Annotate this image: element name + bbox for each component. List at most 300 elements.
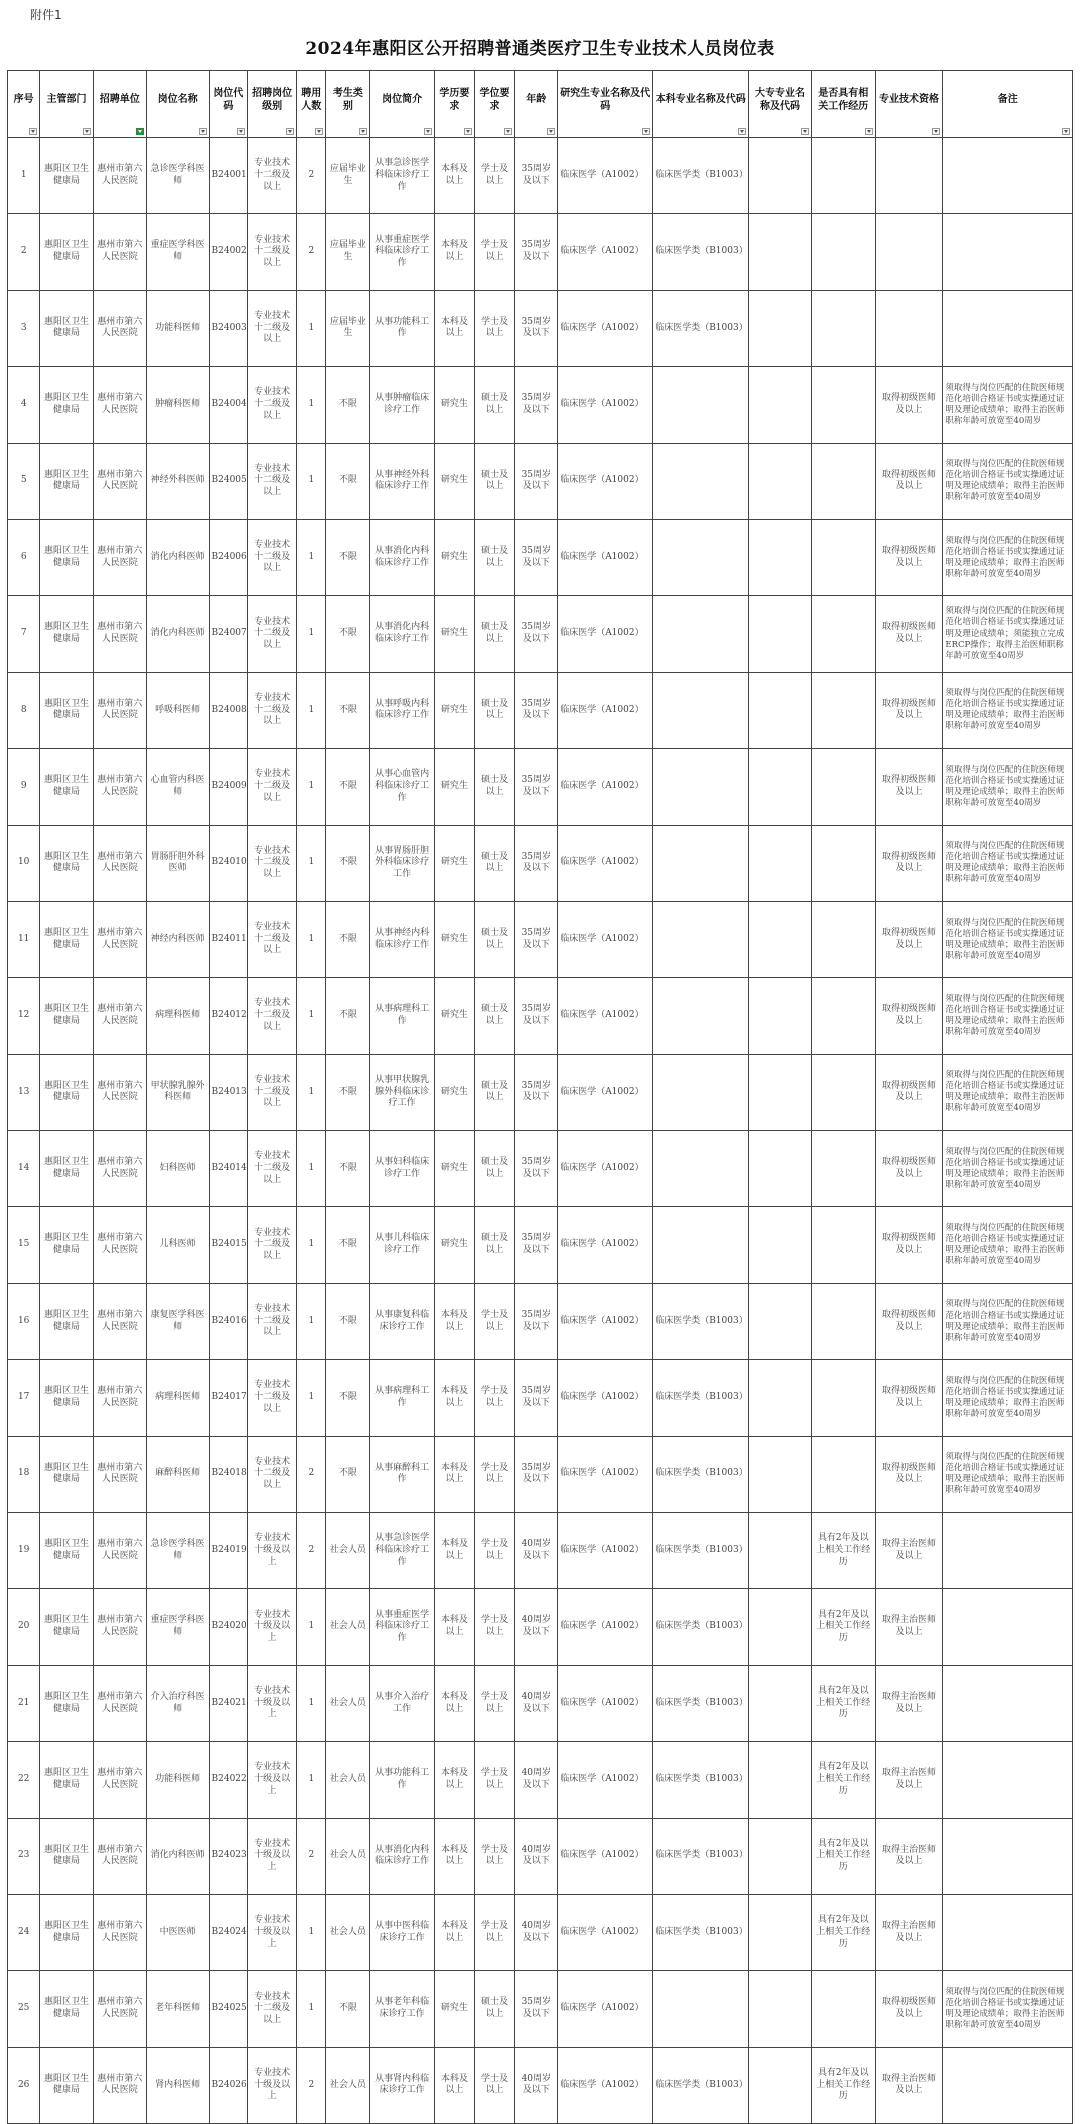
row-number: 24 bbox=[8, 1894, 40, 1970]
cell-count: 2 bbox=[297, 1818, 326, 1894]
cell-level: 专业技术十级及以上 bbox=[248, 1742, 297, 1818]
cell-count: 1 bbox=[297, 1207, 326, 1283]
cell-note bbox=[943, 290, 1073, 366]
cell-category: 不限 bbox=[326, 1054, 370, 1130]
cell-dept: 惠阳区卫生健康局 bbox=[40, 1283, 93, 1359]
cell-post: 神经内科医师 bbox=[146, 901, 209, 977]
cell-bachelor-major: 临床医学类（B1003） bbox=[653, 1436, 749, 1512]
cell-dept: 惠阳区卫生健康局 bbox=[40, 1131, 93, 1207]
cell-qualification: 取得初级医师及以上 bbox=[875, 1131, 943, 1207]
cell-education: 本科及以上 bbox=[435, 1436, 475, 1512]
cell-note bbox=[943, 214, 1073, 290]
cell-note: 须取得与岗位匹配的住院医师规范化培训合格证书或实操通过证明及理论成绩单；取得主治医师职称年龄可放宽至40周岁 bbox=[943, 978, 1073, 1054]
cell-bachelor-major: 临床医学类（B1003） bbox=[653, 1665, 749, 1741]
cell-experience: 具有2年及以上相关工作经历 bbox=[811, 1665, 875, 1741]
row-number: 22 bbox=[8, 1742, 40, 1818]
cell-bachelor-major bbox=[653, 901, 749, 977]
cell-note: 须取得与岗位匹配的住院医师规范化培训合格证书或实操通过证明及理论成绩单；取得主治医师职称年龄可放宽至40周岁 bbox=[943, 672, 1073, 748]
cell-note bbox=[943, 1894, 1073, 1970]
cell-dept: 惠阳区卫生健康局 bbox=[40, 749, 93, 825]
cell-level: 专业技术十二级及以上 bbox=[248, 138, 297, 214]
cell-count: 1 bbox=[297, 1360, 326, 1436]
cell-code: B24016 bbox=[209, 1283, 248, 1359]
cell-level: 专业技术十二级及以上 bbox=[248, 596, 297, 672]
cell-count: 2 bbox=[297, 2047, 326, 2123]
cell-grad-major: 临床医学（A1002） bbox=[558, 214, 653, 290]
cell-college-major bbox=[749, 290, 812, 366]
cell-degree: 硕士及以上 bbox=[474, 978, 515, 1054]
cell-experience bbox=[811, 1283, 875, 1359]
cell-qualification: 取得初级医师及以上 bbox=[875, 749, 943, 825]
cell-age: 35周岁及以下 bbox=[515, 1971, 558, 2047]
cell-degree: 学士及以上 bbox=[474, 1513, 515, 1589]
column-header bbox=[435, 71, 475, 138]
cell-post: 重症医学科医师 bbox=[146, 1589, 209, 1665]
cell-bachelor-major bbox=[653, 1971, 749, 2047]
filter-dropdown-icon[interactable] bbox=[237, 128, 245, 135]
cell-education: 本科及以上 bbox=[435, 1742, 475, 1818]
cell-bachelor-major bbox=[653, 367, 749, 443]
cell-qualification: 取得初级医师及以上 bbox=[875, 519, 943, 595]
column-header-label: 岗位名称 bbox=[157, 94, 198, 105]
row-number: 4 bbox=[8, 367, 40, 443]
table-row bbox=[8, 1207, 1073, 1283]
cell-experience bbox=[811, 1054, 875, 1130]
table-row bbox=[8, 749, 1073, 825]
filter-active-icon[interactable] bbox=[136, 128, 144, 135]
cell-qualification: 取得初级医师及以上 bbox=[875, 1283, 943, 1359]
cell-code: B24003 bbox=[209, 290, 248, 366]
cell-count: 2 bbox=[297, 138, 326, 214]
cell-count: 1 bbox=[297, 596, 326, 672]
cell-education: 本科及以上 bbox=[435, 1360, 475, 1436]
cell-experience bbox=[811, 519, 875, 595]
column-header bbox=[93, 71, 146, 138]
cell-level: 专业技术十二级及以上 bbox=[248, 1360, 297, 1436]
column-header bbox=[326, 71, 370, 138]
cell-count: 1 bbox=[297, 1665, 326, 1741]
cell-dept: 惠阳区卫生健康局 bbox=[40, 519, 93, 595]
cell-unit: 惠州市第六人民医院 bbox=[93, 901, 146, 977]
cell-dept: 惠阳区卫生健康局 bbox=[40, 138, 93, 214]
cell-age: 35周岁及以下 bbox=[515, 1360, 558, 1436]
filter-dropdown-icon[interactable] bbox=[1062, 128, 1070, 135]
cell-post: 胃肠肝胆外科医师 bbox=[146, 825, 209, 901]
cell-intro: 从事甲状腺乳腺外科临床诊疗工作 bbox=[370, 1054, 435, 1130]
row-number: 7 bbox=[8, 596, 40, 672]
cell-experience bbox=[811, 1207, 875, 1283]
filter-dropdown-icon[interactable] bbox=[315, 128, 323, 135]
cell-college-major bbox=[749, 749, 812, 825]
cell-code: B24004 bbox=[209, 367, 248, 443]
cell-education: 研究生 bbox=[435, 596, 475, 672]
cell-unit: 惠州市第六人民医院 bbox=[93, 367, 146, 443]
cell-education: 本科及以上 bbox=[435, 1894, 475, 1970]
cell-bachelor-major bbox=[653, 1131, 749, 1207]
cell-intro: 从事中医科临床诊疗工作 bbox=[370, 1894, 435, 1970]
cell-level: 专业技术十级及以上 bbox=[248, 1665, 297, 1741]
cell-level: 专业技术十二级及以上 bbox=[248, 749, 297, 825]
cell-experience bbox=[811, 901, 875, 977]
table-row bbox=[8, 1818, 1073, 1894]
cell-age: 35周岁及以下 bbox=[515, 138, 558, 214]
cell-education: 本科及以上 bbox=[435, 138, 475, 214]
cell-grad-major: 临床医学（A1002） bbox=[558, 290, 653, 366]
cell-education: 本科及以上 bbox=[435, 2047, 475, 2123]
cell-unit: 惠州市第六人民医院 bbox=[93, 1894, 146, 1970]
cell-college-major bbox=[749, 1894, 812, 1970]
row-number: 9 bbox=[8, 749, 40, 825]
cell-education: 研究生 bbox=[435, 1207, 475, 1283]
cell-unit: 惠州市第六人民医院 bbox=[93, 138, 146, 214]
filter-dropdown-icon[interactable] bbox=[642, 128, 650, 135]
column-header-label: 岗位代码 bbox=[213, 87, 244, 112]
cell-education: 研究生 bbox=[435, 672, 475, 748]
filter-dropdown-icon[interactable] bbox=[738, 128, 746, 135]
filter-dropdown-icon[interactable] bbox=[359, 128, 367, 135]
filter-dropdown-icon[interactable] bbox=[83, 128, 91, 135]
cell-intro: 从事儿科临床诊疗工作 bbox=[370, 1207, 435, 1283]
cell-category: 应届毕业生 bbox=[326, 138, 370, 214]
cell-unit: 惠州市第六人民医院 bbox=[93, 1054, 146, 1130]
cell-note bbox=[943, 2047, 1073, 2123]
table-row bbox=[8, 596, 1073, 672]
filter-dropdown-icon[interactable] bbox=[865, 128, 873, 135]
cell-experience bbox=[811, 443, 875, 519]
cell-code: B24019 bbox=[209, 1513, 248, 1589]
cell-category: 不限 bbox=[326, 749, 370, 825]
cell-bachelor-major: 临床医学类（B1003） bbox=[653, 2047, 749, 2123]
cell-intro: 从事急诊医学科临床诊疗工作 bbox=[370, 138, 435, 214]
cell-college-major bbox=[749, 367, 812, 443]
cell-grad-major: 临床医学（A1002） bbox=[558, 1360, 653, 1436]
cell-code: B24013 bbox=[209, 1054, 248, 1130]
table-row bbox=[8, 901, 1073, 977]
cell-bachelor-major: 临床医学类（B1003） bbox=[653, 1894, 749, 1970]
cell-note: 须取得与岗位匹配的住院医师规范化培训合格证书或实操通过证明及理论成绩单；取得主治医师职称年龄可放宽至40周岁 bbox=[943, 1207, 1073, 1283]
cell-post: 消化内科医师 bbox=[146, 1818, 209, 1894]
cell-age: 35周岁及以下 bbox=[515, 214, 558, 290]
cell-note: 须取得与岗位匹配的住院医师规范化培训合格证书或实操通过证明及理论成绩单；取得主治医师职称年龄可放宽至40周岁 bbox=[943, 519, 1073, 595]
column-header bbox=[248, 71, 297, 138]
cell-experience: 具有2年及以上相关工作经历 bbox=[811, 1894, 875, 1970]
table-row bbox=[8, 443, 1073, 519]
row-number: 12 bbox=[8, 978, 40, 1054]
row-number: 8 bbox=[8, 672, 40, 748]
cell-college-major bbox=[749, 901, 812, 977]
cell-level: 专业技术十级及以上 bbox=[248, 1513, 297, 1589]
filter-dropdown-icon[interactable] bbox=[286, 128, 294, 135]
table-row bbox=[8, 1360, 1073, 1436]
cell-dept: 惠阳区卫生健康局 bbox=[40, 1513, 93, 1589]
cell-grad-major: 临床医学（A1002） bbox=[558, 596, 653, 672]
cell-intro: 从事妇科临床诊疗工作 bbox=[370, 1131, 435, 1207]
cell-college-major bbox=[749, 214, 812, 290]
cell-dept: 惠阳区卫生健康局 bbox=[40, 1818, 93, 1894]
cell-unit: 惠州市第六人民医院 bbox=[93, 519, 146, 595]
cell-degree: 硕士及以上 bbox=[474, 825, 515, 901]
cell-category: 社会人员 bbox=[326, 2047, 370, 2123]
cell-age: 40周岁及以下 bbox=[515, 1742, 558, 1818]
table-row bbox=[8, 1742, 1073, 1818]
cell-level: 专业技术十二级及以上 bbox=[248, 367, 297, 443]
cell-college-major bbox=[749, 825, 812, 901]
cell-bachelor-major bbox=[653, 1054, 749, 1130]
cell-post: 甲状腺乳腺外科医师 bbox=[146, 1054, 209, 1130]
table-row bbox=[8, 1513, 1073, 1589]
cell-level: 专业技术十二级及以上 bbox=[248, 1131, 297, 1207]
cell-unit: 惠州市第六人民医院 bbox=[93, 1742, 146, 1818]
cell-age: 35周岁及以下 bbox=[515, 1436, 558, 1512]
cell-post: 肿瘤科医师 bbox=[146, 367, 209, 443]
cell-unit: 惠州市第六人民医院 bbox=[93, 596, 146, 672]
cell-count: 1 bbox=[297, 1742, 326, 1818]
cell-count: 1 bbox=[297, 749, 326, 825]
row-number: 6 bbox=[8, 519, 40, 595]
cell-category: 不限 bbox=[326, 901, 370, 977]
cell-bachelor-major: 临床医学类（B1003） bbox=[653, 1818, 749, 1894]
cell-unit: 惠州市第六人民医院 bbox=[93, 1971, 146, 2047]
cell-post: 消化内科医师 bbox=[146, 519, 209, 595]
cell-grad-major: 临床医学（A1002） bbox=[558, 1818, 653, 1894]
table-row bbox=[8, 138, 1073, 214]
cell-age: 35周岁及以下 bbox=[515, 825, 558, 901]
cell-unit: 惠州市第六人民医院 bbox=[93, 978, 146, 1054]
filter-dropdown-icon[interactable] bbox=[464, 128, 472, 135]
cell-code: B24005 bbox=[209, 443, 248, 519]
column-header-label: 年龄 bbox=[526, 94, 547, 105]
cell-qualification: 取得初级医师及以上 bbox=[875, 1360, 943, 1436]
cell-unit: 惠州市第六人民医院 bbox=[93, 1818, 146, 1894]
cell-dept: 惠阳区卫生健康局 bbox=[40, 1665, 93, 1741]
cell-count: 1 bbox=[297, 1131, 326, 1207]
cell-intro: 从事神经外科临床诊疗工作 bbox=[370, 443, 435, 519]
cell-count: 1 bbox=[297, 825, 326, 901]
cell-count: 2 bbox=[297, 1513, 326, 1589]
cell-degree: 硕士及以上 bbox=[474, 1971, 515, 2047]
cell-experience bbox=[811, 367, 875, 443]
cell-post: 康复医学科医师 bbox=[146, 1283, 209, 1359]
cell-degree: 学士及以上 bbox=[474, 290, 515, 366]
cell-dept: 惠阳区卫生健康局 bbox=[40, 1054, 93, 1130]
cell-post: 神经外科医师 bbox=[146, 443, 209, 519]
cell-qualification: 取得主治医师及以上 bbox=[875, 1818, 943, 1894]
cell-grad-major: 临床医学（A1002） bbox=[558, 1436, 653, 1512]
cell-category: 不限 bbox=[326, 1360, 370, 1436]
cell-post: 妇科医师 bbox=[146, 1131, 209, 1207]
cell-degree: 硕士及以上 bbox=[474, 596, 515, 672]
cell-code: B24026 bbox=[209, 2047, 248, 2123]
cell-intro: 从事肿瘤临床诊疗工作 bbox=[370, 367, 435, 443]
cell-experience bbox=[811, 825, 875, 901]
cell-dept: 惠阳区卫生健康局 bbox=[40, 978, 93, 1054]
cell-level: 专业技术十级及以上 bbox=[248, 1894, 297, 1970]
cell-post: 重症医学科医师 bbox=[146, 214, 209, 290]
cell-college-major bbox=[749, 1665, 812, 1741]
row-number: 23 bbox=[8, 1818, 40, 1894]
column-header-label: 研究生专业名称及代码 bbox=[560, 87, 651, 112]
cell-count: 1 bbox=[297, 1971, 326, 2047]
cell-post: 介入治疗科医师 bbox=[146, 1665, 209, 1741]
cell-post: 心血管内科医师 bbox=[146, 749, 209, 825]
cell-bachelor-major: 临床医学类（B1003） bbox=[653, 214, 749, 290]
filter-dropdown-icon[interactable] bbox=[932, 128, 940, 135]
cell-bachelor-major bbox=[653, 749, 749, 825]
cell-experience: 具有2年及以上相关工作经历 bbox=[811, 1589, 875, 1665]
cell-degree: 学士及以上 bbox=[474, 1589, 515, 1665]
column-header bbox=[474, 71, 515, 138]
cell-code: B24009 bbox=[209, 749, 248, 825]
cell-intro: 从事消化内科临床诊疗工作 bbox=[370, 519, 435, 595]
cell-count: 1 bbox=[297, 1054, 326, 1130]
filter-dropdown-icon[interactable] bbox=[801, 128, 809, 135]
cell-unit: 惠州市第六人民医院 bbox=[93, 1207, 146, 1283]
row-number: 1 bbox=[8, 138, 40, 214]
cell-education: 本科及以上 bbox=[435, 1513, 475, 1589]
column-header-label: 大专专业名称及代码 bbox=[755, 87, 806, 112]
cell-note bbox=[943, 1818, 1073, 1894]
table-row bbox=[8, 825, 1073, 901]
cell-college-major bbox=[749, 1283, 812, 1359]
cell-experience: 具有2年及以上相关工作经历 bbox=[811, 1818, 875, 1894]
cell-note: 须取得与岗位匹配的住院医师规范化培训合格证书或实操通过证明及理论成绩单；取得主治医师职称年龄可放宽至40周岁 bbox=[943, 749, 1073, 825]
cell-experience: 具有2年及以上相关工作经历 bbox=[811, 1742, 875, 1818]
cell-grad-major: 临床医学（A1002） bbox=[558, 1207, 653, 1283]
filter-dropdown-icon[interactable] bbox=[424, 128, 432, 135]
column-header-label: 招聘岗位级别 bbox=[252, 87, 293, 112]
row-number: 15 bbox=[8, 1207, 40, 1283]
cell-dept: 惠阳区卫生健康局 bbox=[40, 825, 93, 901]
cell-count: 2 bbox=[297, 1436, 326, 1512]
cell-education: 研究生 bbox=[435, 443, 475, 519]
filter-dropdown-icon[interactable] bbox=[199, 128, 207, 135]
cell-unit: 惠州市第六人民医院 bbox=[93, 443, 146, 519]
cell-code: B24023 bbox=[209, 1818, 248, 1894]
cell-grad-major: 临床医学（A1002） bbox=[558, 825, 653, 901]
cell-unit: 惠州市第六人民医院 bbox=[93, 1513, 146, 1589]
cell-experience: 具有2年及以上相关工作经历 bbox=[811, 2047, 875, 2123]
filter-dropdown-icon[interactable] bbox=[504, 128, 512, 135]
cell-education: 研究生 bbox=[435, 749, 475, 825]
cell-grad-major: 临床医学（A1002） bbox=[558, 1283, 653, 1359]
cell-education: 研究生 bbox=[435, 1131, 475, 1207]
cell-unit: 惠州市第六人民医院 bbox=[93, 749, 146, 825]
table-row bbox=[8, 214, 1073, 290]
cell-bachelor-major bbox=[653, 672, 749, 748]
cell-intro: 从事胃肠肝胆外科临床诊疗工作 bbox=[370, 825, 435, 901]
cell-post: 中医医师 bbox=[146, 1894, 209, 1970]
cell-note bbox=[943, 1589, 1073, 1665]
cell-degree: 学士及以上 bbox=[474, 214, 515, 290]
column-header-label: 聘用人数 bbox=[301, 87, 322, 112]
cell-count: 1 bbox=[297, 672, 326, 748]
cell-count: 1 bbox=[297, 519, 326, 595]
cell-count: 1 bbox=[297, 978, 326, 1054]
filter-dropdown-icon[interactable] bbox=[29, 128, 37, 135]
cell-college-major bbox=[749, 1436, 812, 1512]
cell-count: 1 bbox=[297, 1283, 326, 1359]
cell-unit: 惠州市第六人民医院 bbox=[93, 1665, 146, 1741]
cell-education: 本科及以上 bbox=[435, 1589, 475, 1665]
cell-college-major bbox=[749, 1818, 812, 1894]
cell-age: 40周岁及以下 bbox=[515, 1894, 558, 1970]
cell-age: 35周岁及以下 bbox=[515, 978, 558, 1054]
cell-qualification: 取得初级医师及以上 bbox=[875, 672, 943, 748]
cell-code: B24022 bbox=[209, 1742, 248, 1818]
cell-age: 35周岁及以下 bbox=[515, 443, 558, 519]
cell-code: B24011 bbox=[209, 901, 248, 977]
column-header bbox=[209, 71, 248, 138]
cell-grad-major: 临床医学（A1002） bbox=[558, 978, 653, 1054]
cell-intro: 从事消化内科临床诊疗工作 bbox=[370, 1818, 435, 1894]
cell-dept: 惠阳区卫生健康局 bbox=[40, 1894, 93, 1970]
cell-count: 1 bbox=[297, 443, 326, 519]
table-row bbox=[8, 519, 1073, 595]
row-number: 3 bbox=[8, 290, 40, 366]
cell-qualification: 取得主治医师及以上 bbox=[875, 1513, 943, 1589]
cell-post: 儿科医师 bbox=[146, 1207, 209, 1283]
cell-note: 须取得与岗位匹配的住院医师规范化培训合格证书或实操通过证明及理论成绩单；取得主治医师职称年龄可放宽至40周岁 bbox=[943, 1436, 1073, 1512]
cell-education: 研究生 bbox=[435, 901, 475, 977]
cell-qualification: 取得主治医师及以上 bbox=[875, 1894, 943, 1970]
table-row bbox=[8, 1589, 1073, 1665]
cell-post: 麻醉科医师 bbox=[146, 1436, 209, 1512]
cell-category: 社会人员 bbox=[326, 1513, 370, 1589]
cell-category: 不限 bbox=[326, 519, 370, 595]
cell-post: 功能科医师 bbox=[146, 290, 209, 366]
cell-experience bbox=[811, 1436, 875, 1512]
cell-degree: 学士及以上 bbox=[474, 1894, 515, 1970]
row-number: 10 bbox=[8, 825, 40, 901]
cell-intro: 从事消化内科临床诊疗工作 bbox=[370, 596, 435, 672]
cell-level: 专业技术十二级及以上 bbox=[248, 1207, 297, 1283]
cell-category: 不限 bbox=[326, 1207, 370, 1283]
cell-count: 1 bbox=[297, 901, 326, 977]
cell-college-major bbox=[749, 1742, 812, 1818]
cell-grad-major: 临床医学（A1002） bbox=[558, 367, 653, 443]
cell-dept: 惠阳区卫生健康局 bbox=[40, 1589, 93, 1665]
cell-unit: 惠州市第六人民医院 bbox=[93, 2047, 146, 2123]
cell-code: B24025 bbox=[209, 1971, 248, 2047]
table-row bbox=[8, 1665, 1073, 1741]
cell-college-major bbox=[749, 443, 812, 519]
column-header-label: 考生类别 bbox=[332, 87, 363, 112]
table-row bbox=[8, 290, 1073, 366]
cell-intro: 从事老年科临床诊疗工作 bbox=[370, 1971, 435, 2047]
cell-college-major bbox=[749, 519, 812, 595]
column-header bbox=[40, 71, 93, 138]
cell-intro: 从事功能科工作 bbox=[370, 1742, 435, 1818]
cell-degree: 硕士及以上 bbox=[474, 1131, 515, 1207]
column-header bbox=[146, 71, 209, 138]
cell-age: 35周岁及以下 bbox=[515, 672, 558, 748]
cell-intro: 从事重症医学科临床诊疗工作 bbox=[370, 214, 435, 290]
column-header-label: 本科专业名称及代码 bbox=[655, 94, 746, 105]
cell-experience bbox=[811, 596, 875, 672]
cell-college-major bbox=[749, 1131, 812, 1207]
cell-college-major bbox=[749, 596, 812, 672]
cell-dept: 惠阳区卫生健康局 bbox=[40, 1436, 93, 1512]
cell-level: 专业技术十二级及以上 bbox=[248, 1283, 297, 1359]
cell-grad-major: 临床医学（A1002） bbox=[558, 1589, 653, 1665]
cell-post: 肾内科医师 bbox=[146, 2047, 209, 2123]
cell-code: B24024 bbox=[209, 1894, 248, 1970]
cell-education: 研究生 bbox=[435, 519, 475, 595]
filter-dropdown-icon[interactable] bbox=[547, 128, 555, 135]
cell-bachelor-major: 临床医学类（B1003） bbox=[653, 1360, 749, 1436]
cell-qualification: 取得初级医师及以上 bbox=[875, 825, 943, 901]
cell-age: 35周岁及以下 bbox=[515, 519, 558, 595]
